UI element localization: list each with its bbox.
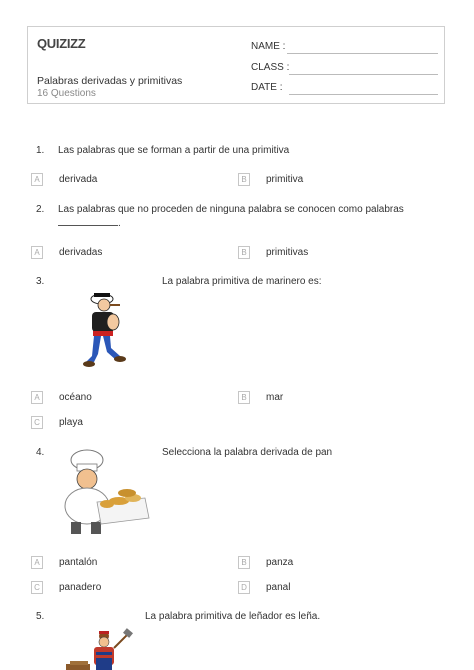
option-letter-box: B bbox=[238, 173, 250, 186]
option-text: pantalón bbox=[59, 557, 98, 568]
option-text: panal bbox=[266, 582, 291, 593]
question-5-text: La palabra primitiva de leñador es leña. bbox=[145, 611, 321, 622]
question-4-text: Selecciona la palabra derivada de pan bbox=[162, 447, 333, 458]
name-label: NAME : bbox=[251, 41, 286, 52]
answer-blank bbox=[58, 216, 118, 226]
option-letter-box: A bbox=[31, 246, 43, 259]
option-letter-box: D bbox=[238, 581, 250, 594]
option-text: panadero bbox=[59, 582, 102, 593]
option-letter-box: A bbox=[31, 556, 43, 569]
blank-suffix: . bbox=[118, 218, 121, 229]
name-line bbox=[287, 53, 438, 54]
date-field[interactable] bbox=[251, 82, 282, 93]
option-text: derivada bbox=[59, 174, 98, 185]
option-text: primitivas bbox=[266, 247, 309, 258]
option-text: océano bbox=[59, 392, 92, 403]
option-text: derivadas bbox=[59, 247, 103, 258]
option-letter-box: C bbox=[31, 581, 43, 594]
option-letter-box: B bbox=[238, 391, 250, 404]
option-text: primitiva bbox=[266, 174, 304, 185]
date-label: DATE : bbox=[251, 82, 283, 93]
worksheet-header bbox=[27, 26, 445, 104]
option-letter-box: A bbox=[31, 391, 43, 404]
baker-figure-image bbox=[57, 446, 153, 538]
option-letter-box: B bbox=[238, 556, 250, 569]
option-text: panza bbox=[266, 557, 294, 568]
option-letter-box: B bbox=[238, 246, 250, 259]
question-1-number: 1. bbox=[36, 145, 45, 156]
option-letter-box: C bbox=[31, 416, 43, 429]
name-field[interactable] bbox=[251, 41, 285, 52]
question-5-number: 5. bbox=[36, 611, 45, 622]
class-line bbox=[289, 74, 438, 75]
quizizz-logo bbox=[37, 35, 93, 51]
class-field[interactable] bbox=[251, 62, 289, 73]
question-2-text: Las palabras que no proceden de ninguna palabra se conocen como palabras bbox=[58, 204, 404, 215]
option-text: mar bbox=[266, 392, 284, 403]
woodcutter-figure-image bbox=[62, 628, 140, 670]
svg-text:QUIZIZZ: QUIZIZZ bbox=[37, 36, 86, 51]
question-2-blank bbox=[58, 216, 121, 229]
worksheet-title: Palabras derivadas y primitivas bbox=[37, 75, 183, 87]
question-count: 16 Questions bbox=[37, 88, 96, 99]
question-3-number: 3. bbox=[36, 276, 45, 287]
question-3-text: La palabra primitiva de marinero es: bbox=[162, 276, 322, 287]
date-line bbox=[289, 94, 438, 95]
question-2-number: 2. bbox=[36, 204, 45, 215]
option-letter-box: A bbox=[31, 173, 43, 186]
question-1-text: Las palabras que se forman a partir de una primitiva bbox=[58, 145, 290, 156]
option-text: playa bbox=[59, 417, 83, 428]
class-label: CLASS : bbox=[251, 62, 290, 73]
sailor-figure-image bbox=[80, 288, 128, 370]
question-4-number: 4. bbox=[36, 447, 45, 458]
